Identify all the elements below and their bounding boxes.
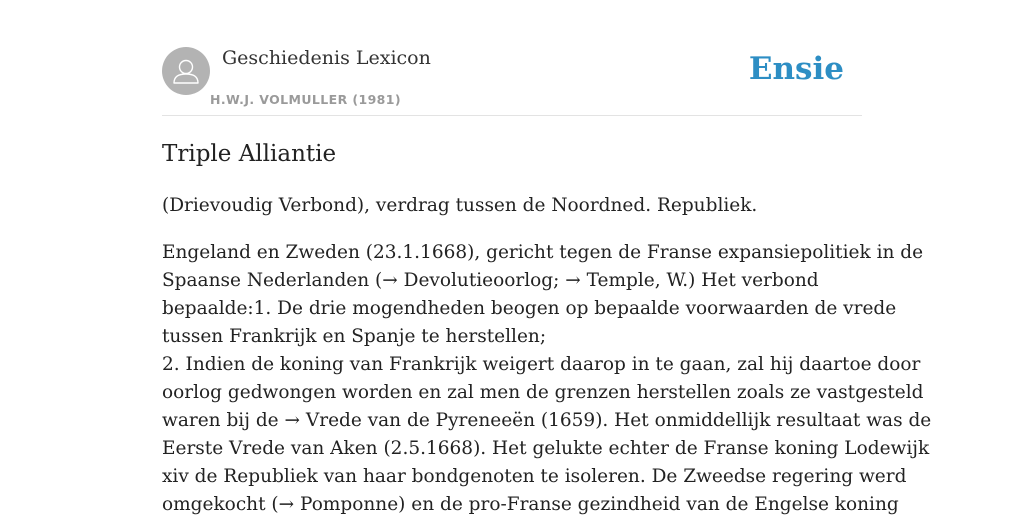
article-title: Triple Alliantie: [162, 141, 337, 167]
body-line: Spaanse Nederlanden (→ Devolutieoorlog; → Temple, W.) Het verbond: [162, 270, 819, 291]
body-line: xiv de Republiek van haar bondgenoten te isoleren. De Zweedse regering werd: [162, 466, 907, 487]
body-line: bepaalde:1. De drie mogendheden beogen op bepaalde voorwaarden de vrede: [162, 298, 897, 319]
lexicon-header: [162, 0, 862, 116]
lexicon-title[interactable]: Geschiedenis Lexicon: [222, 47, 431, 69]
body-line: waren bij de → Vrede van de Pyreneeën (1659). Het onmiddellijk resultaat was de: [162, 410, 932, 431]
body-line: 2. Indien de koning van Frankrijk weigert daarop in te gaan, zal hij daartoe door: [162, 354, 921, 375]
article-page: [162, 0, 932, 515]
article-intro: (Drievoudig Verbond), verdrag tussen de Noordned. Republiek.: [162, 195, 758, 216]
lexicon-author[interactable]: H.W.J. VOLMULLER (1981): [210, 92, 401, 107]
body-line: oorlog gedwongen worden en zal men de grenzen herstellen zoals ze vastgesteld: [162, 382, 924, 403]
body-line: tussen Frankrijk en Spanje te herstellen;: [162, 326, 547, 347]
body-line: Eerste Vrede van Aken (2.5.1668). Het gelukte echter de Franse koning Lodewijk: [162, 438, 930, 459]
article-body: [162, 239, 932, 519]
user-icon[interactable]: [162, 47, 210, 95]
body-line: Engeland en Zweden (23.1.1668), gericht tegen de Franse expansiepolitiek in de: [162, 242, 924, 263]
ensie-logo[interactable]: Ensie: [748, 51, 844, 87]
body-line: omgekocht (→ Pomponne) en de pro-Franse gezindheid van de Engelse koning: [162, 494, 899, 515]
